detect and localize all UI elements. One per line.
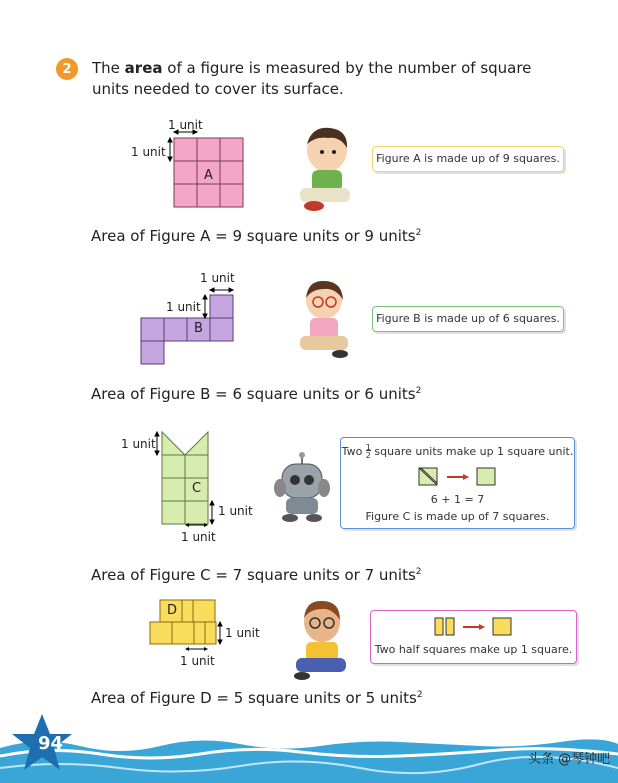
bottom-wave-decoration (0, 728, 618, 783)
speech-c-pre: Two (341, 445, 366, 458)
figure-c-letter: C (192, 481, 202, 496)
figure-c-unit-bottom: 1 unit (181, 530, 216, 544)
figure-a-unit-left: 1 unit (131, 145, 166, 159)
figure-b-unit-top: 1 unit (200, 271, 235, 285)
figure-c-grid (162, 432, 208, 524)
figure-b-unit-left: 1 unit (166, 300, 201, 314)
speech-b-text: Figure B is made up of 6 squares. (376, 312, 560, 325)
robot-figure-c-illustration (270, 452, 334, 524)
boy-figure-a-illustration (292, 122, 358, 216)
area-line-b (91, 385, 421, 403)
area-b-superscript: 2 (415, 386, 422, 396)
figure-a-letter: A (204, 168, 213, 183)
figure-a-unit-top: 1 unit (168, 118, 203, 132)
figure-b-letter: B (194, 321, 203, 336)
figure-d-bottom-arrow (180, 644, 220, 654)
area-a-superscript: 2 (415, 228, 422, 238)
half-squares-transform-icon (433, 617, 513, 637)
speech-d-text: Two half squares make up 1 square. (374, 643, 573, 656)
figure-b-diagram (136, 282, 246, 366)
half-square-transform-icon (417, 467, 497, 487)
figure-d-grid (150, 600, 216, 644)
figure-d-unit-right: 1 unit (225, 626, 260, 640)
watermark: 头条 @琴钟吧 (528, 752, 611, 767)
area-line-d (91, 689, 423, 707)
page-number: 94 (38, 733, 64, 754)
figure-c-bottom-arrow (180, 520, 220, 530)
speech-bubble-b (372, 306, 564, 332)
boy-figure-d-illustration (292, 598, 352, 682)
speech-c-line1 (341, 444, 574, 460)
girl-figure-b-illustration (296, 278, 354, 362)
area-c-superscript: 2 (415, 567, 422, 577)
area-line-a (91, 227, 421, 245)
figure-d-letter: D (167, 603, 178, 618)
question-number: 2 (62, 61, 72, 77)
area-d-superscript: 2 (416, 690, 423, 700)
area-c-text: Area of Figure C = 7 square units or 7 units (91, 566, 416, 584)
figure-d-arrows (218, 622, 222, 644)
intro-part-1: The (92, 59, 125, 77)
speech-c-post: square units make up 1 square unit. (370, 445, 574, 458)
speech-a-text: Figure A is made up of 9 squares. (376, 152, 560, 165)
speech-bubble-a (372, 146, 564, 172)
figure-c-unit-left: 1 unit (121, 437, 156, 451)
figure-d-diagram (148, 598, 228, 650)
speech-bubble-d (370, 610, 577, 664)
area-b-text: Area of Figure B = 6 square units or 6 units (91, 385, 416, 403)
question-number-badge (56, 58, 78, 80)
figure-c-unit-right: 1 unit (218, 504, 253, 518)
intro-bold-area: area (124, 59, 163, 77)
speech-c-equation: 6 + 1 = 7 (430, 493, 485, 506)
intro-part-2: of a figure is measured by the number of square units needed to cover its surface. (92, 59, 532, 98)
area-a-text: Area of Figure A = 9 square units or 9 units (91, 227, 416, 245)
speech-bubble-c (340, 437, 575, 529)
intro-text (92, 58, 572, 100)
fraction-numerator: 1 (365, 443, 371, 452)
speech-c-line3: Figure C is made up of 7 squares. (365, 510, 550, 523)
fraction-denominator: 2 (365, 451, 371, 460)
area-line-c (91, 566, 422, 584)
figure-d-unit-bottom: 1 unit (180, 654, 215, 668)
area-d-text: Area of Figure D = 5 square units or 5 units (91, 689, 417, 707)
